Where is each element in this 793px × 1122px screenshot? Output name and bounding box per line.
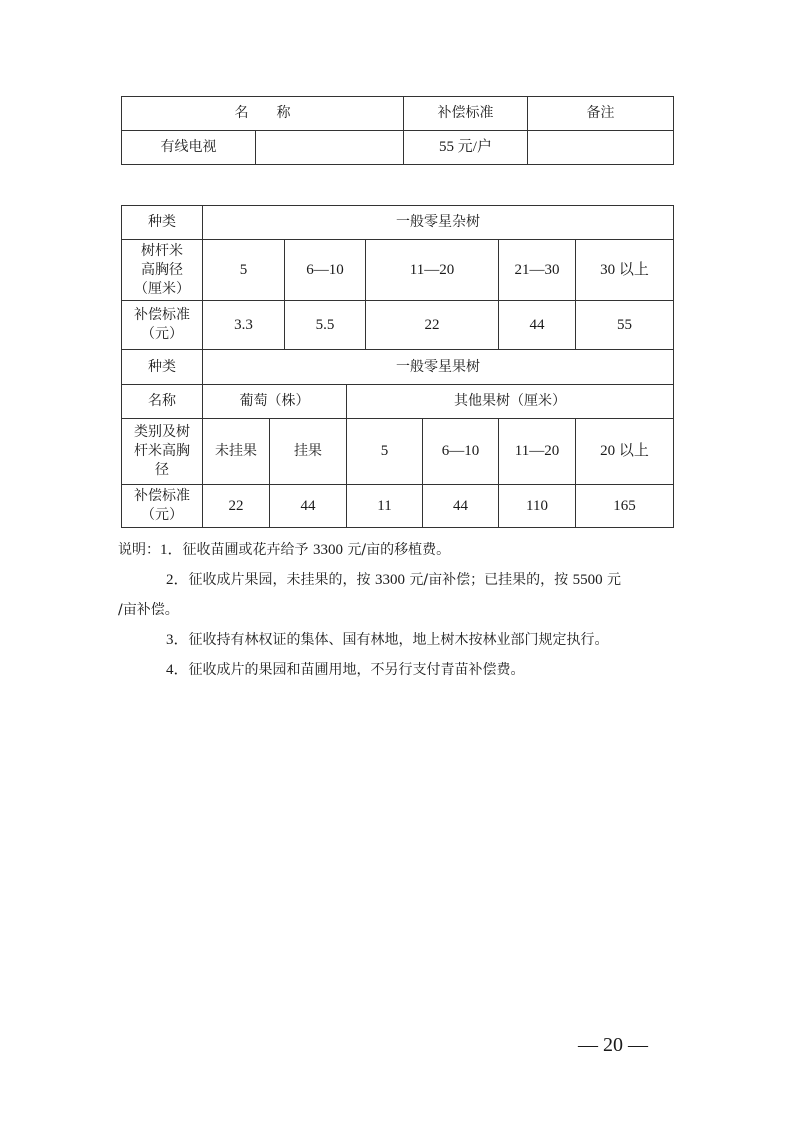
price-cell: 110 [499, 485, 576, 528]
category-label-line: 类别及树 [134, 424, 190, 440]
price-label-line: 补偿标准 [134, 488, 190, 504]
price-label [122, 301, 203, 350]
category-label-line: 径 [155, 462, 169, 478]
note-text: 征收成片果园，未挂果的，按 [188, 572, 375, 588]
size-cell: 6—10 [285, 240, 366, 301]
note-number: 1． [160, 542, 183, 558]
notes-prefix: 说明： [118, 542, 160, 558]
note-number: 2． [166, 572, 189, 588]
note-4 [118, 657, 678, 683]
price-cell: 11 [347, 485, 423, 528]
category-cell: 11—20 [499, 419, 576, 485]
name-label: 名称 [122, 385, 203, 419]
table-header-row [122, 97, 674, 131]
other-fruit-header: 其他果树（厘米） [347, 385, 674, 419]
size-row-misc [122, 240, 674, 301]
kind-value: 一般零星果树 [203, 350, 674, 385]
note-amount: 3300 [374, 572, 405, 588]
category-label-line: 杆米高胸 [134, 443, 190, 459]
price-cell: 55 [576, 301, 674, 350]
table-row [122, 131, 674, 165]
price-label [122, 485, 203, 528]
price-label-line: （元） [141, 326, 183, 342]
category-cell: 5 [347, 419, 423, 485]
category-cell: 6—10 [423, 419, 499, 485]
note-text: 征收持有林权证的集体、国有林地，地上树木按林业部门规定执行。 [188, 632, 609, 648]
kind-row-fruit [122, 350, 674, 385]
category-row-fruit [122, 419, 674, 485]
category-label [122, 419, 203, 485]
note-text: 征收苗圃或花卉给予 [182, 542, 313, 558]
size-cell: 11—20 [366, 240, 499, 301]
note-amount: 5500 [572, 572, 603, 588]
header-remark: 备注 [528, 97, 674, 131]
note-number: 3． [166, 632, 189, 648]
note-text: 元/亩补偿；已挂果的，按 [404, 572, 573, 588]
note-2 [118, 567, 678, 593]
size-label-line: 树杆米 [141, 242, 183, 259]
size-cell: 21—30 [499, 240, 576, 301]
category-cell: 未挂果 [203, 419, 270, 485]
size-cell: 5 [203, 240, 285, 301]
size-label [122, 240, 203, 301]
note-number: 4． [166, 662, 189, 678]
header-name: 名 称 [122, 97, 404, 131]
tree-compensation-table [121, 205, 674, 528]
notes [118, 537, 678, 683]
price-cell: 165 [576, 485, 674, 528]
note-amount: 3300 [312, 542, 343, 558]
price-cell: 3.3 [203, 301, 285, 350]
note-text: 征收成片的果园和苗圃用地，不另行支付青苗补偿费。 [188, 662, 525, 678]
kind-label: 种类 [122, 350, 203, 385]
price-row-fruit [122, 485, 674, 528]
note-1 [118, 537, 678, 563]
note-text: 元 [602, 572, 622, 588]
size-label-line: 高胸径 [141, 261, 183, 278]
size-label-line: （厘米） [134, 280, 190, 297]
category-cell: 20 以上 [576, 419, 674, 485]
price-cell: 5.5 [285, 301, 366, 350]
grape-header: 葡萄（株） [203, 385, 347, 419]
price-cell: 22 [203, 485, 270, 528]
price-label-line: 补偿标准 [134, 307, 190, 323]
name-row-fruit [122, 385, 674, 419]
note-text: 元/亩的移植费。 [342, 542, 451, 558]
cell-item: 有线电视 [122, 131, 256, 165]
price-cell: 44 [423, 485, 499, 528]
price-cell: 22 [366, 301, 499, 350]
note-3 [118, 627, 678, 653]
kind-label: 种类 [122, 206, 203, 240]
header-standard: 补偿标准 [404, 97, 528, 131]
category-cell: 挂果 [270, 419, 347, 485]
price-row-misc [122, 301, 674, 350]
price-label-line: （元） [141, 507, 183, 523]
kind-row-misc [122, 206, 674, 240]
cable-tv-table [121, 96, 674, 165]
price-cell: 44 [499, 301, 576, 350]
size-cell: 30 以上 [576, 240, 674, 301]
page-number: — 20 — [578, 1034, 648, 1056]
kind-value: 一般零星杂树 [203, 206, 674, 240]
cell-standard: 55 元/户 [404, 131, 528, 165]
note-2-continued: /亩补偿。 [118, 602, 179, 618]
cell-spec [256, 131, 404, 165]
cell-remark [528, 131, 674, 165]
price-cell: 44 [270, 485, 347, 528]
